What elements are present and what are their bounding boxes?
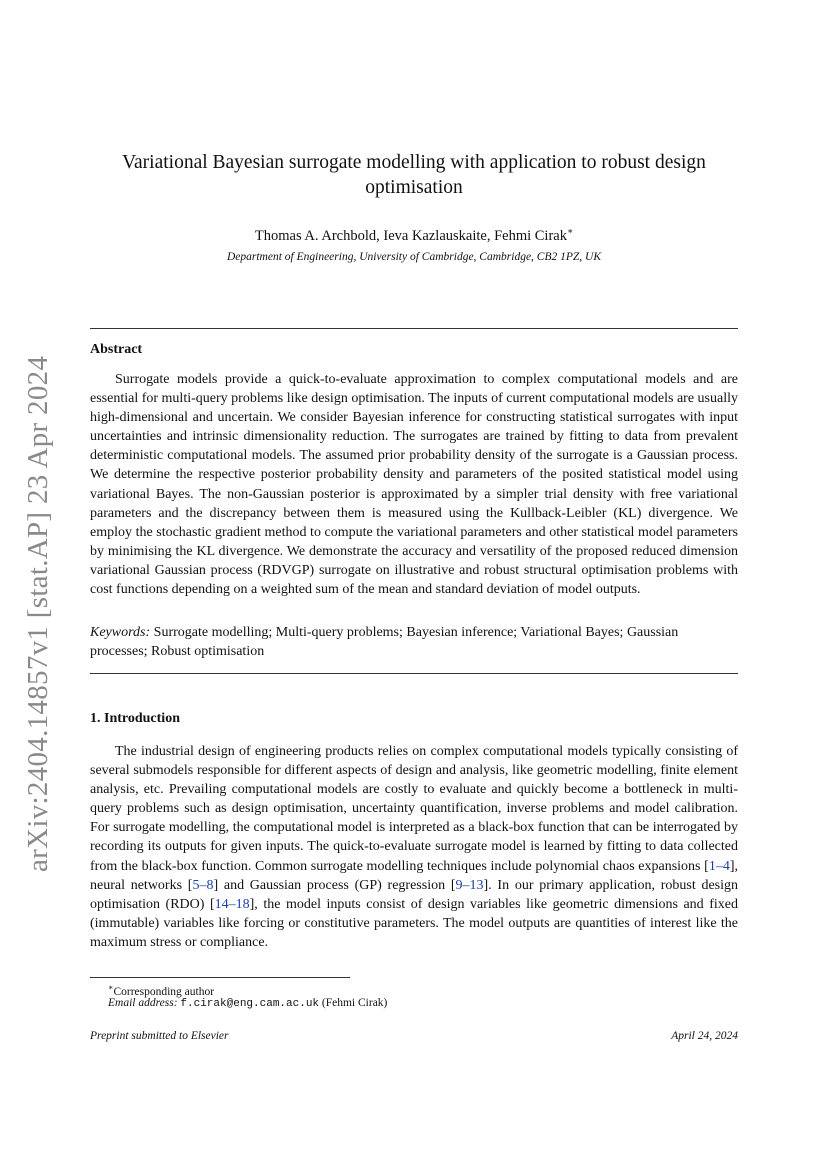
footnote-email (108, 996, 387, 1012)
preprint-date: April 24, 2024 (671, 1030, 738, 1042)
corresponding-author-mark: ∗ (566, 226, 574, 236)
keywords-label: Keywords: (90, 625, 151, 640)
abstract-heading: Abstract (90, 342, 143, 357)
keywords-text: Surrogate modelling; Multi-query problems; Bayesian inference; Variational Bayes; Gaussian processes; Robust optimisation (90, 625, 679, 660)
abstract-text: Surrogate models provide a quick-to-evaluate approximation to complex computational models and are essential for multi-query problems like design optimisation. The inputs of current computational models are usually high-dimensional and uncertain. We consider Bayesian inference for constructing statistical surrogates with input uncertainties and intrinsic dimensionality reduction. The surrogates are trained by fitting to data from prevalent deterministic computational models. The assumed prior probability density of the surrogate is a Gaussian process. We determine the respective posterior probability density and parameters of the posited statistical model using variational Bayes. The non-Gaussian posterior is approximated by a simpler trial density with free variational parameters and the discrepancy between them is measured using the Kullback-Leibler (KL) divergence. We employ the stochastic gradient method to compute the variational parameters and other statistical model parameters by minimising the KL divergence. We demonstrate the accuracy and versatility of the proposed reduced dimension variational Gaussian process (RDVGP) surrogate on illustrative and robust structural optimisation problems with cost functions depending on a weighted sum of the mean and standard deviation of model outputs. (90, 372, 738, 598)
paper-title: Variational Bayesian surrogate modelling with application to robust design optimisation (122, 152, 706, 198)
footnote-mark: ∗ (108, 983, 114, 992)
intro-text-2: ], neural networks [ (90, 858, 738, 893)
introduction-paragraph (90, 742, 738, 952)
footnote-corresponding-text: Corresponding author (113, 985, 215, 998)
section-heading-introduction: 1. Introduction (90, 711, 180, 726)
author-names: Thomas A. Archbold, Ieva Kazlauskaite, Fehmi Cirak (254, 227, 567, 244)
abstract-bottom-rule (90, 673, 738, 674)
intro-text-3: ] and Gaussian process (GP) regression [ (213, 877, 456, 893)
email-address[interactable]: f.cirak@eng.cam.ac.uk (180, 998, 320, 1010)
affiliation: Department of Engineering, University of Cambridge, Cambridge, CB2 1PZ, UK (226, 251, 602, 263)
citation-link[interactable]: 9–13 (455, 877, 484, 893)
author-list (90, 226, 738, 245)
citation-link[interactable]: 14–18 (214, 896, 250, 912)
preprint-note: Preprint submitted to Elsevier (90, 1030, 229, 1042)
abstract-top-rule (90, 328, 738, 329)
keywords (90, 623, 738, 661)
intro-text-5: ], the model inputs consist of design variables like geometric dimensions and fixed (immutable) variables like forcing or constitutive parameters. The model outputs are quantities of interest like the maximum stress or compliance. (90, 896, 738, 950)
citation-link[interactable]: 5–8 (192, 877, 214, 893)
email-owner: (Fehmi Cirak) (321, 997, 388, 1009)
intro-text-4: ]. In our primary application, robust design optimisation (RDO) [ (90, 877, 739, 912)
intro-text-1: The industrial design of engineering products relies on complex computational models typically consisting of several submodels responsible for different aspects of design and analysis, like geometric modelling, finite element analysis, etc. Prevailing computational models are costly to evaluate and quickly become a bottleneck in multi-query problems such as design optimisation, uncertainty quantification, inverse problems and model calibration. For surrogate modelling, the computational model is interpreted as a black-box function that can be interrogated by recording its outputs for given inputs. The quick-to-evaluate surrogate model is learned by fitting to data collected from the black-box function. Common surrogate modelling techniques include polynomial chaos expansions [ (90, 744, 738, 874)
citation-link[interactable]: 1–4 (708, 858, 730, 874)
footnote-rule (90, 977, 350, 978)
arxiv-identifier-stamp: arXiv:2404.14857v1 [stat.AP] 23 Apr 2024 (22, 355, 54, 872)
email-label: Email address: (108, 997, 178, 1009)
